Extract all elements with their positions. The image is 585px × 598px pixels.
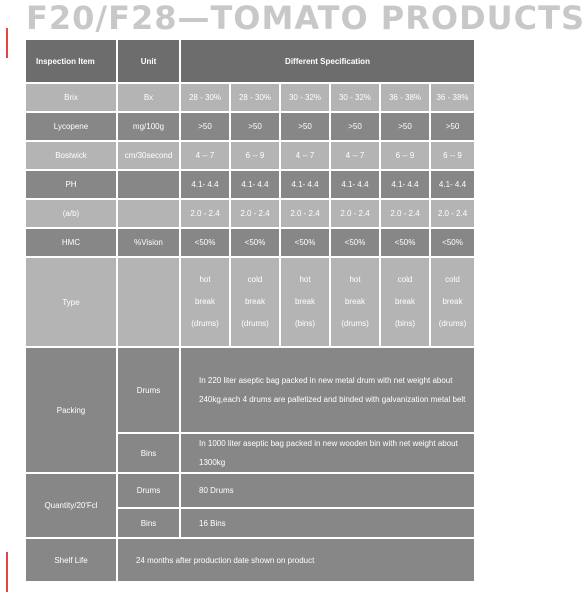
cell: 4.1- 4.4 xyxy=(280,170,330,199)
type-line: (drums) xyxy=(438,319,467,328)
cell: <50% xyxy=(230,228,280,257)
cell: 4.1- 4.4 xyxy=(230,170,280,199)
cell: 2.0 - 2.4 xyxy=(380,199,430,228)
cell: <50% xyxy=(380,228,430,257)
row-unit xyxy=(117,170,180,199)
cell: >50 xyxy=(280,112,330,141)
page-title: F20/F28—TOMATO PRODUCTS xyxy=(26,0,585,37)
header-inspection-item: Inspection Item xyxy=(25,39,117,83)
type-cell xyxy=(230,257,280,347)
cell: >50 xyxy=(380,112,430,141)
cell: >50 xyxy=(330,112,380,141)
type-line: (bins) xyxy=(394,319,415,328)
type-line: (bins) xyxy=(294,319,315,328)
header-different-spec: Different Specification xyxy=(180,39,475,83)
row-item: (a/b) xyxy=(25,199,117,228)
row-unit: %Vision xyxy=(117,228,180,257)
cell: 4 -- 7 xyxy=(330,141,380,170)
cell: <50% xyxy=(330,228,380,257)
quantity-drums-row xyxy=(25,473,475,508)
type-line: cold xyxy=(445,275,460,284)
type-line: (drums) xyxy=(341,319,369,328)
table-row xyxy=(25,83,475,112)
cell: 36 - 38% xyxy=(380,83,430,112)
quantity-drums-value: 80 Drums xyxy=(180,473,475,508)
row-unit: mg/100g xyxy=(117,112,180,141)
quantity-item: Quantity/20'Fcl xyxy=(25,473,117,538)
shelf-life-value: 24 months after production date shown on product xyxy=(117,538,475,582)
packing-drums-label: Drums xyxy=(117,347,180,433)
cell: <50% xyxy=(430,228,475,257)
row-unit: cm/30second xyxy=(117,141,180,170)
type-line: (drums) xyxy=(241,319,269,328)
row-unit xyxy=(117,199,180,228)
table-row xyxy=(25,141,475,170)
type-line: cold xyxy=(397,275,413,284)
type-line: (drums) xyxy=(191,319,219,328)
type-cell xyxy=(380,257,430,347)
cell: <50% xyxy=(280,228,330,257)
cell: 2.0 - 2.4 xyxy=(280,199,330,228)
cell: 4.1- 4.4 xyxy=(330,170,380,199)
cell: 28 - 30% xyxy=(230,83,280,112)
quantity-drums-label: Drums xyxy=(117,473,180,508)
cell: 2.0 - 2.4 xyxy=(330,199,380,228)
row-item: PH xyxy=(25,170,117,199)
row-item: HMC xyxy=(25,228,117,257)
packing-drums-row xyxy=(25,347,475,433)
shelf-life-item: Shelf Life xyxy=(25,538,117,582)
accent-bar-bottom xyxy=(6,552,8,592)
cell: 4 -- 7 xyxy=(280,141,330,170)
cell: 2.0 - 2.4 xyxy=(430,199,475,228)
type-cell xyxy=(330,257,380,347)
type-line: break xyxy=(294,297,315,306)
packing-drums-text: In 220 liter aseptic bag packed in new metal drum with net weight about 240kg,each 4 drums are palletized and binded with galvanization metal belt xyxy=(180,347,475,433)
accent-bar-top xyxy=(6,28,8,58)
type-line: break xyxy=(344,297,365,306)
type-line: break xyxy=(442,297,463,306)
row-unit xyxy=(117,257,180,347)
cell: >50 xyxy=(230,112,280,141)
header-row xyxy=(25,39,475,83)
row-unit: Bx xyxy=(117,83,180,112)
cell: <50% xyxy=(180,228,230,257)
quantity-bins-value: 16 Bins xyxy=(180,508,475,538)
table-row xyxy=(25,199,475,228)
type-line: hot xyxy=(199,275,211,284)
type-line: break xyxy=(394,297,415,306)
row-item: Type xyxy=(25,257,117,347)
cell: 2.0 - 2.4 xyxy=(180,199,230,228)
cell: 2.0 - 2.4 xyxy=(230,199,280,228)
cell: >50 xyxy=(180,112,230,141)
row-item: Brix xyxy=(25,83,117,112)
type-line: break xyxy=(244,297,265,306)
type-line: cold xyxy=(247,275,263,284)
header-unit: Unit xyxy=(117,39,180,83)
row-item: Lycopene xyxy=(25,112,117,141)
cell: 6 -- 9 xyxy=(380,141,430,170)
type-cell xyxy=(180,257,230,347)
cell: 4.1- 4.4 xyxy=(180,170,230,199)
cell: 30 - 32% xyxy=(330,83,380,112)
table-row xyxy=(25,112,475,141)
cell: 4.1- 4.4 xyxy=(430,170,475,199)
type-line: hot xyxy=(299,275,311,284)
cell: 6 -- 9 xyxy=(230,141,280,170)
row-item: Bostwick xyxy=(25,141,117,170)
table-row xyxy=(25,228,475,257)
cell: 28 - 30% xyxy=(180,83,230,112)
cell: 6 -- 9 xyxy=(430,141,475,170)
cell: >50 xyxy=(430,112,475,141)
cell: 4.1- 4.4 xyxy=(380,170,430,199)
cell: 36 - 38% xyxy=(430,83,475,112)
type-cell xyxy=(430,257,475,347)
quantity-bins-label: Bins xyxy=(117,508,180,538)
type-row xyxy=(25,257,475,347)
cell: 30 - 32% xyxy=(280,83,330,112)
packing-bins-label: Bins xyxy=(117,433,180,473)
packing-bins-text: In 1000 liter aseptic bag packed in new wooden bin with net weight about 1300kg xyxy=(180,433,475,473)
type-cell xyxy=(280,257,330,347)
spec-table xyxy=(24,38,476,583)
packing-item: Packing xyxy=(25,347,117,473)
table-row xyxy=(25,170,475,199)
type-line: break xyxy=(194,297,215,306)
shelf-life-row xyxy=(25,538,475,582)
cell: 4 -- 7 xyxy=(180,141,230,170)
type-line: hot xyxy=(349,275,361,284)
